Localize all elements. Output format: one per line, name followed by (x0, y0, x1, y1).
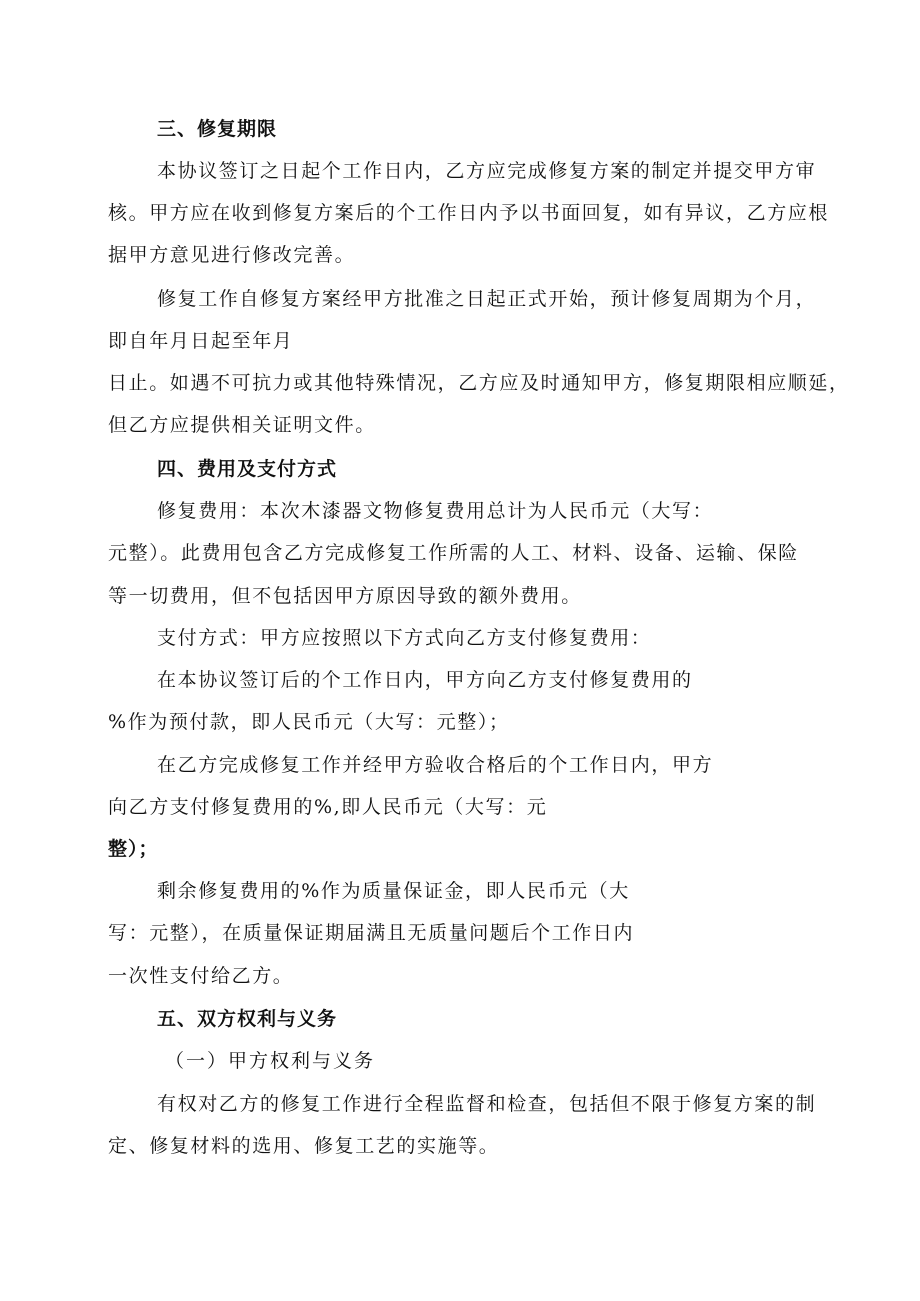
section-3-heading: 三、修复期限 (157, 118, 278, 140)
paragraph-line: 剩余修复费用的%作为质量保证金，即人民币元（大 (157, 880, 630, 902)
paragraph-line: 本协议签订之日起个工作日内，乙方应完成修复方案的制定并提交甲方审 (157, 160, 817, 182)
paragraph-line: 即自年月日起至年月 (108, 330, 294, 352)
paragraph-line: 元整）。此费用包含乙方完成修复工作所需的人工、材料、设备、运输、保险 (108, 542, 799, 564)
section-5-heading: 五、双方权利与义务 (157, 1008, 338, 1030)
paragraph-line: 修复工作自修复方案经甲方批准之日起正式开始，预计修复周期为个月， (157, 288, 817, 310)
paragraph-line: 修复费用：本次木漆器文物修复费用总计为人民币元（大写： (157, 500, 714, 522)
paragraph-line: 向乙方支付修复费用的%,即人民币元（大写：元 (108, 796, 548, 818)
paragraph-line: 等一切费用，但不包括因甲方原因导致的额外费用。 (108, 585, 582, 607)
section-4-heading: 四、费用及支付方式 (157, 458, 338, 480)
paragraph-line: 核。甲方应在收到修复方案后的个工作日内予以书面回复，如有异议，乙方应根 (108, 202, 830, 224)
paragraph-line: 在乙方完成修复工作并经甲方验收合格后的个工作日内，甲方 (157, 754, 714, 776)
paragraph-line: 据甲方意见进行修改完善。 (108, 244, 356, 266)
paragraph-line: 但乙方应提供相关证明文件。 (108, 414, 376, 436)
paragraph-line: 日止。如遇不可抗力或其他特殊情况，乙方应及时通知甲方，修复期限相应顺延， (108, 372, 850, 394)
paragraph-line: %作为预付款，即人民币元（大写：元整）； (108, 711, 510, 733)
paragraph-line: 定、修复材料的选用、修复工艺的实施等。 (108, 1135, 500, 1157)
paragraph-line: 写：元整），在质量保证期届满且无质量问题后个工作日内 (108, 922, 635, 944)
subsection-heading: （一）甲方权利与义务 (165, 1050, 376, 1072)
paragraph-line: 支付方式：甲方应按照以下方式向乙方支付修复费用： (157, 627, 652, 649)
paragraph-line: 一次性支付给乙方。 (108, 965, 294, 987)
paragraph-line: 在本协议签订后的个工作日内，甲方向乙方支付修复费用的 (157, 669, 693, 691)
paragraph-line: 有权对乙方的修复工作进行全程监督和检查，包括但不限于修复方案的制 (157, 1093, 817, 1115)
paragraph-line: 整）； (108, 838, 159, 860)
